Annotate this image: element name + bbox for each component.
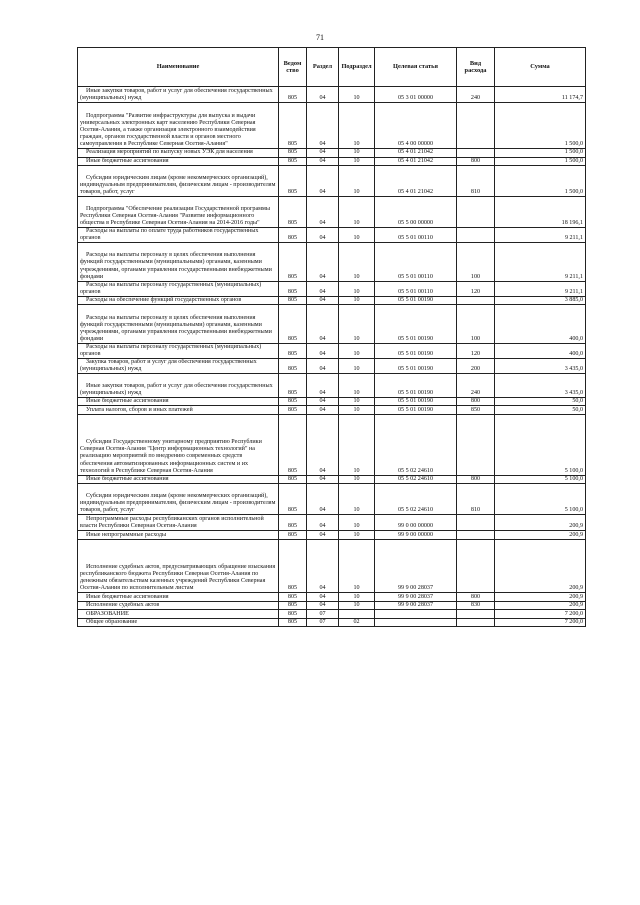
row-section: 04 — [307, 197, 339, 228]
row-subsection: 10 — [339, 343, 375, 358]
table-row — [78, 618, 586, 627]
table-row — [78, 281, 586, 296]
row-sum: 200,9 — [495, 531, 586, 540]
table-row — [78, 515, 586, 531]
row-sum: 7 200,0 — [495, 610, 586, 619]
row-sum: 11 174,7 — [495, 87, 586, 103]
row-subsection: 10 — [339, 166, 375, 197]
row-ministry: 805 — [279, 197, 307, 228]
row-subsection: 10 — [339, 359, 375, 374]
row-subsection: 10 — [339, 539, 375, 593]
row-ministry: 805 — [279, 515, 307, 531]
row-name: Расходы на выплаты персоналу в целях обеспечения выполнения функций государственными (муниципальными) органами, казенными учреждениями, органами управления государственными внебюджетными фондами — [78, 243, 279, 282]
header-name: Наименование — [78, 48, 279, 87]
table-row — [78, 157, 586, 166]
row-section: 04 — [307, 484, 339, 515]
row-target-article: 05 4 01 21042 — [375, 166, 457, 197]
row-target-article: 99 0 00 00000 — [375, 515, 457, 531]
row-subsection: 10 — [339, 281, 375, 296]
row-expense-kind: 800 — [457, 475, 495, 484]
row-sum: 50,0 — [495, 406, 586, 415]
row-section: 04 — [307, 305, 339, 344]
row-section: 04 — [307, 515, 339, 531]
row-expense-kind: 830 — [457, 601, 495, 610]
row-target-article — [375, 618, 457, 627]
table-row — [78, 406, 586, 415]
row-section: 07 — [307, 610, 339, 619]
table-row — [78, 296, 586, 305]
row-sum: 400,0 — [495, 343, 586, 358]
row-name: Подпрограмма "Обеспечение реализации Государственной программы Республики Северная Осетия-Алания "Развитие информационного общества в Республике Северная Осетия-Алания на 2014-2016 годы" — [78, 197, 279, 228]
row-subsection: 10 — [339, 593, 375, 602]
header-kind: Вид расхода — [457, 48, 495, 87]
row-ministry: 805 — [279, 296, 307, 305]
row-ministry: 805 — [279, 359, 307, 374]
row-expense-kind: 810 — [457, 166, 495, 197]
header-subsection: Подраздел — [339, 48, 375, 87]
row-target-article: 05 4 01 21042 — [375, 157, 457, 166]
row-sum: 1 500,0 — [495, 157, 586, 166]
row-expense-kind — [457, 539, 495, 593]
row-name: Иные закупки товаров, работ и услуг для обеспечения государственных (муниципальных) нужд — [78, 87, 279, 103]
row-sum: 200,9 — [495, 539, 586, 593]
row-ministry: 805 — [279, 166, 307, 197]
row-section: 04 — [307, 374, 339, 398]
row-expense-kind — [457, 103, 495, 149]
row-section: 04 — [307, 414, 339, 475]
row-section: 04 — [307, 157, 339, 166]
row-sum: 200,9 — [495, 593, 586, 602]
row-name: Расходы на выплаты по оплате труда работников государственных органов — [78, 228, 279, 243]
row-subsection: 02 — [339, 618, 375, 627]
row-name: Иные непрограммные расходы — [78, 531, 279, 540]
row-target-article: 99 9 00 28037 — [375, 593, 457, 602]
table-row — [78, 610, 586, 619]
row-name: Уплата налогов, сборов и иных платежей — [78, 406, 279, 415]
row-section: 04 — [307, 243, 339, 282]
page-number: 71 — [316, 33, 324, 42]
row-expense-kind: 800 — [457, 157, 495, 166]
row-expense-kind: 100 — [457, 243, 495, 282]
row-ministry: 805 — [279, 618, 307, 627]
row-name: Расходы на выплаты персоналу государственных (муниципальных) органов — [78, 343, 279, 358]
row-expense-kind — [457, 149, 495, 158]
row-name: Расходы на обеспечение функций государственных органов — [78, 296, 279, 305]
row-sum: 3 435,0 — [495, 359, 586, 374]
table-row — [78, 531, 586, 540]
row-name: Расходы на выплаты персоналу государственных (муниципальных) органов — [78, 281, 279, 296]
row-section: 04 — [307, 531, 339, 540]
row-section: 04 — [307, 475, 339, 484]
row-expense-kind — [457, 414, 495, 475]
row-expense-kind — [457, 197, 495, 228]
header-ministry: Ведом ство — [279, 48, 307, 87]
row-ministry: 805 — [279, 610, 307, 619]
row-ministry: 805 — [279, 601, 307, 610]
row-name: ОБРАЗОВАНИЕ — [78, 610, 279, 619]
row-section: 04 — [307, 397, 339, 406]
table-row — [78, 374, 586, 398]
row-ministry: 805 — [279, 593, 307, 602]
row-name: Исполнение судебных актов, предусматривающих обращение взыскания республиканского бюджета Республики Северная Осетия-Алания по денежным обязательствам казенных учреждений Республики Северная Осетия-Алания по исполнительным листам — [78, 539, 279, 593]
row-ministry: 805 — [279, 343, 307, 358]
row-ministry: 805 — [279, 243, 307, 282]
row-expense-kind: 810 — [457, 484, 495, 515]
row-section: 04 — [307, 103, 339, 149]
row-sum: 7 200,0 — [495, 618, 586, 627]
row-section: 04 — [307, 593, 339, 602]
row-ministry: 805 — [279, 103, 307, 149]
row-target-article: 05 5 02 24610 — [375, 475, 457, 484]
row-sum: 400,0 — [495, 305, 586, 344]
row-subsection: 10 — [339, 484, 375, 515]
table-body — [78, 87, 586, 627]
row-subsection: 10 — [339, 103, 375, 149]
table-row — [78, 166, 586, 197]
header-section: Раздел — [307, 48, 339, 87]
row-ministry: 805 — [279, 531, 307, 540]
header-sum: Сумма — [495, 48, 586, 87]
table-row — [78, 475, 586, 484]
row-name: Иные бюджетные ассигнования — [78, 397, 279, 406]
row-expense-kind: 100 — [457, 305, 495, 344]
row-expense-kind: 240 — [457, 87, 495, 103]
row-ministry: 805 — [279, 397, 307, 406]
table-row — [78, 149, 586, 158]
table-row — [78, 359, 586, 374]
row-ministry: 805 — [279, 484, 307, 515]
row-name: Расходы на выплаты персоналу в целях обеспечения выполнения функций государственными (муниципальными) органами, казенными учреждениями, органами управления государственными внебюджетными фондами — [78, 305, 279, 344]
row-target-article: 05 5 00 00000 — [375, 197, 457, 228]
row-target-article: 05 5 02 24610 — [375, 414, 457, 475]
row-ministry: 805 — [279, 475, 307, 484]
row-name: Субсидии юридическим лицам (кроме некоммерческих организаций), индивидуальным предпринимателям, физическим лицам - производителям товаров, работ, услуг — [78, 166, 279, 197]
row-sum: 3 885,0 — [495, 296, 586, 305]
row-expense-kind: 120 — [457, 343, 495, 358]
row-sum: 3 435,0 — [495, 374, 586, 398]
row-target-article: 05 5 01 00190 — [375, 296, 457, 305]
row-target-article: 99 9 00 28037 — [375, 539, 457, 593]
table-row — [78, 243, 586, 282]
row-target-article: 05 5 01 00110 — [375, 281, 457, 296]
row-name: Общее образование — [78, 618, 279, 627]
row-subsection: 10 — [339, 414, 375, 475]
row-subsection: 10 — [339, 406, 375, 415]
row-name: Исполнение судебных актов — [78, 601, 279, 610]
row-section: 04 — [307, 343, 339, 358]
row-name: Иные бюджетные ассигнования — [78, 157, 279, 166]
header-target: Целевая статья — [375, 48, 457, 87]
row-expense-kind: 120 — [457, 281, 495, 296]
row-expense-kind — [457, 610, 495, 619]
row-sum: 200,9 — [495, 601, 586, 610]
row-ministry: 805 — [279, 149, 307, 158]
table-row — [78, 305, 586, 344]
row-subsection — [339, 610, 375, 619]
row-sum: 200,9 — [495, 515, 586, 531]
row-ministry: 805 — [279, 406, 307, 415]
row-sum: 5 100,0 — [495, 414, 586, 475]
row-name: Закупка товаров, работ и услуг для обеспечения государственных (муниципальных) нужд — [78, 359, 279, 374]
row-target-article: 05 5 01 00190 — [375, 406, 457, 415]
row-sum: 5 100,0 — [495, 475, 586, 484]
row-ministry: 805 — [279, 414, 307, 475]
row-name: Иные закупки товаров, работ и услуг для обеспечения государственных (муниципальных) нужд — [78, 374, 279, 398]
row-target-article: 05 5 01 00110 — [375, 228, 457, 243]
row-sum: 1 500,0 — [495, 166, 586, 197]
row-section: 04 — [307, 87, 339, 103]
row-ministry: 805 — [279, 87, 307, 103]
row-ministry: 805 — [279, 157, 307, 166]
row-name: Субсидии Государственному унитарному предприятию Республики Северная Осетия-Алания "Центр информационных технологий" на реализацию мероприятий по внедрению современных средств обеспечения автоматизированных информационных систем и их технологий в Республике Северная Осетия-Алания — [78, 414, 279, 475]
row-section: 04 — [307, 539, 339, 593]
table-header-row — [78, 48, 586, 87]
row-target-article: 05 5 01 00110 — [375, 243, 457, 282]
row-sum: 5 100,0 — [495, 484, 586, 515]
row-sum: 18 196,1 — [495, 197, 586, 228]
row-name: Подпрограмма "Развитие инфраструктуры для выпуска и выдачи универсальных электронных карт населению Республики Северная Осетия-Алания, а также организация электронного взаимодействия граждан, органов государственной власти и органов местного самоуправления в Республике Северная Осетия-Алания" — [78, 103, 279, 149]
row-expense-kind — [457, 531, 495, 540]
table-row — [78, 484, 586, 515]
budget-table — [77, 47, 586, 627]
row-name: Иные бюджетные ассигнования — [78, 593, 279, 602]
row-expense-kind: 200 — [457, 359, 495, 374]
row-subsection: 10 — [339, 296, 375, 305]
row-target-article: 05 5 01 00190 — [375, 305, 457, 344]
row-target-article: 05 5 02 24610 — [375, 484, 457, 515]
row-target-article: 05 5 01 00190 — [375, 359, 457, 374]
row-subsection: 10 — [339, 374, 375, 398]
row-sum: 9 211,1 — [495, 281, 586, 296]
row-expense-kind: 800 — [457, 397, 495, 406]
table-row — [78, 343, 586, 358]
row-subsection: 10 — [339, 149, 375, 158]
table-row — [78, 103, 586, 149]
row-expense-kind — [457, 618, 495, 627]
row-sum: 9 211,1 — [495, 243, 586, 282]
row-subsection: 10 — [339, 228, 375, 243]
row-subsection: 10 — [339, 475, 375, 484]
row-subsection: 10 — [339, 397, 375, 406]
row-section: 04 — [307, 149, 339, 158]
row-subsection: 10 — [339, 197, 375, 228]
row-section: 04 — [307, 359, 339, 374]
table-row — [78, 601, 586, 610]
table-row — [78, 197, 586, 228]
row-sum: 1 500,0 — [495, 149, 586, 158]
row-sum: 1 500,0 — [495, 103, 586, 149]
row-target-article: 05 5 01 00190 — [375, 343, 457, 358]
table-row — [78, 539, 586, 593]
row-subsection: 10 — [339, 243, 375, 282]
row-target-article: 05 4 01 21042 — [375, 149, 457, 158]
row-target-article: 05 3 01 00000 — [375, 87, 457, 103]
row-name: Реализация мероприятий по выпуску новых УЭК для населения — [78, 149, 279, 158]
row-section: 04 — [307, 601, 339, 610]
row-target-article: 99 9 00 00000 — [375, 531, 457, 540]
row-expense-kind — [457, 228, 495, 243]
table-row — [78, 87, 586, 103]
table-row — [78, 228, 586, 243]
row-subsection: 10 — [339, 157, 375, 166]
row-section: 04 — [307, 296, 339, 305]
row-ministry: 805 — [279, 539, 307, 593]
row-ministry: 805 — [279, 374, 307, 398]
row-section: 04 — [307, 406, 339, 415]
row-expense-kind: 800 — [457, 593, 495, 602]
row-sum: 50,0 — [495, 397, 586, 406]
row-ministry: 805 — [279, 305, 307, 344]
row-name: Непрограммные расходы республиканских органов исполнительной власти Республики Северная Осетия-Алания — [78, 515, 279, 531]
row-expense-kind: 240 — [457, 374, 495, 398]
row-section: 07 — [307, 618, 339, 627]
row-subsection: 10 — [339, 601, 375, 610]
row-subsection: 10 — [339, 305, 375, 344]
row-expense-kind: 850 — [457, 406, 495, 415]
row-expense-kind — [457, 515, 495, 531]
row-expense-kind — [457, 296, 495, 305]
row-subsection: 10 — [339, 515, 375, 531]
row-name: Иные бюджетные ассигнования — [78, 475, 279, 484]
row-section: 04 — [307, 166, 339, 197]
table-row — [78, 397, 586, 406]
row-section: 04 — [307, 228, 339, 243]
row-target-article — [375, 610, 457, 619]
row-name: Субсидии юридическим лицам (кроме некоммерческих организаций), индивидуальным предпринимателям, физическим лицам - производителям товаров, работ, услуг — [78, 484, 279, 515]
row-ministry: 805 — [279, 228, 307, 243]
row-target-article: 05 5 01 00190 — [375, 374, 457, 398]
row-section: 04 — [307, 281, 339, 296]
row-target-article: 99 9 00 28037 — [375, 601, 457, 610]
table-row — [78, 593, 586, 602]
row-ministry: 805 — [279, 281, 307, 296]
row-sum: 9 211,1 — [495, 228, 586, 243]
table-row — [78, 414, 586, 475]
row-subsection: 10 — [339, 531, 375, 540]
row-target-article: 05 5 01 00190 — [375, 397, 457, 406]
row-target-article: 05 4 00 00000 — [375, 103, 457, 149]
row-subsection: 10 — [339, 87, 375, 103]
